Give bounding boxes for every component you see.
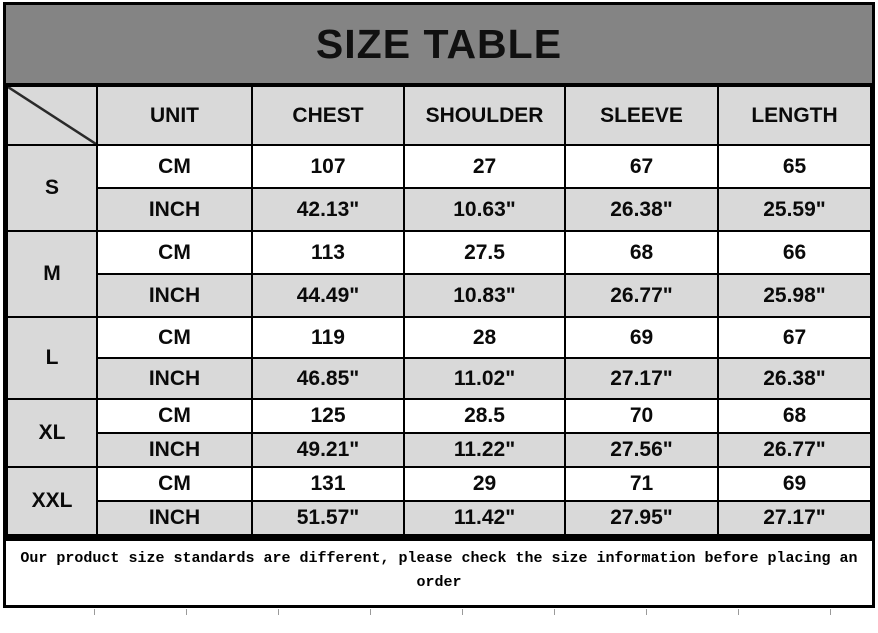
value-cell: 67 [565, 145, 718, 188]
value-cell: 27.17" [565, 358, 718, 399]
value-cell: 27.56" [565, 433, 718, 467]
value-cell: 51.57" [252, 501, 404, 535]
table-row [7, 433, 871, 467]
value-cell: 69 [718, 467, 871, 501]
value-cell: 46.85" [252, 358, 404, 399]
value-cell: 70 [565, 399, 718, 433]
unit-cell: CM [97, 467, 252, 501]
column-header-unit: UNIT [97, 86, 252, 145]
value-cell: 28.5 [404, 399, 565, 433]
value-cell: 26.77" [565, 274, 718, 317]
table-row [7, 231, 871, 274]
size-chart-sheet [3, 2, 875, 539]
unit-cell: INCH [97, 433, 252, 467]
value-cell: 131 [252, 467, 404, 501]
value-cell: 25.98" [718, 274, 871, 317]
value-cell: 69 [565, 317, 718, 358]
value-cell: 27.17" [718, 501, 871, 535]
unit-cell: CM [97, 399, 252, 433]
value-cell: 71 [565, 467, 718, 501]
value-cell: 11.22" [404, 433, 565, 467]
diagonal-corner-cell [7, 86, 97, 145]
unit-cell: INCH [97, 274, 252, 317]
value-cell: 25.59" [718, 188, 871, 231]
column-header-row [7, 86, 871, 145]
note-text: Our product size standards are different, please check the size information before placing an order [20, 550, 858, 591]
value-cell: 119 [252, 317, 404, 358]
value-cell: 27.5 [404, 231, 565, 274]
value-cell: 68 [565, 231, 718, 274]
table-row [7, 467, 871, 501]
value-cell: 65 [718, 145, 871, 188]
table-row [7, 358, 871, 399]
value-cell: 107 [252, 145, 404, 188]
size-label-s: S [7, 145, 97, 231]
unit-cell: INCH [97, 358, 252, 399]
unit-cell: INCH [97, 188, 252, 231]
value-cell: 26.77" [718, 433, 871, 467]
value-cell: 67 [718, 317, 871, 358]
value-cell: 26.38" [718, 358, 871, 399]
column-header-shoulder: SHOULDER [404, 86, 565, 145]
column-header-chest: CHEST [252, 86, 404, 145]
value-cell: 27 [404, 145, 565, 188]
value-cell: 28 [404, 317, 565, 358]
page-title: SIZE TABLE [6, 5, 872, 85]
value-cell: 66 [718, 231, 871, 274]
size-table [6, 85, 872, 536]
column-header-sleeve: SLEEVE [565, 86, 718, 145]
value-cell: 113 [252, 231, 404, 274]
size-label-m: M [7, 231, 97, 317]
size-label-xl: XL [7, 399, 97, 467]
note-box [3, 539, 875, 608]
value-cell: 29 [404, 467, 565, 501]
unit-cell: CM [97, 231, 252, 274]
unit-cell: CM [97, 145, 252, 188]
value-cell: 125 [252, 399, 404, 433]
unit-cell: INCH [97, 501, 252, 535]
cutoff-table-edge [3, 609, 875, 615]
table-row [7, 317, 871, 358]
value-cell: 10.83" [404, 274, 565, 317]
table-row [7, 274, 871, 317]
size-label-l: L [7, 317, 97, 399]
value-cell: 10.63" [404, 188, 565, 231]
value-cell: 44.49" [252, 274, 404, 317]
table-row [7, 188, 871, 231]
value-cell: 49.21" [252, 433, 404, 467]
value-cell: 68 [718, 399, 871, 433]
diagonal-line-icon [8, 87, 96, 144]
table-row [7, 145, 871, 188]
value-cell: 26.38" [565, 188, 718, 231]
value-cell: 11.02" [404, 358, 565, 399]
column-header-length: LENGTH [718, 86, 871, 145]
value-cell: 27.95" [565, 501, 718, 535]
unit-cell: CM [97, 317, 252, 358]
value-cell: 11.42" [404, 501, 565, 535]
size-label-xxl: XXL [7, 467, 97, 535]
table-row [7, 501, 871, 535]
table-row [7, 399, 871, 433]
value-cell: 42.13" [252, 188, 404, 231]
